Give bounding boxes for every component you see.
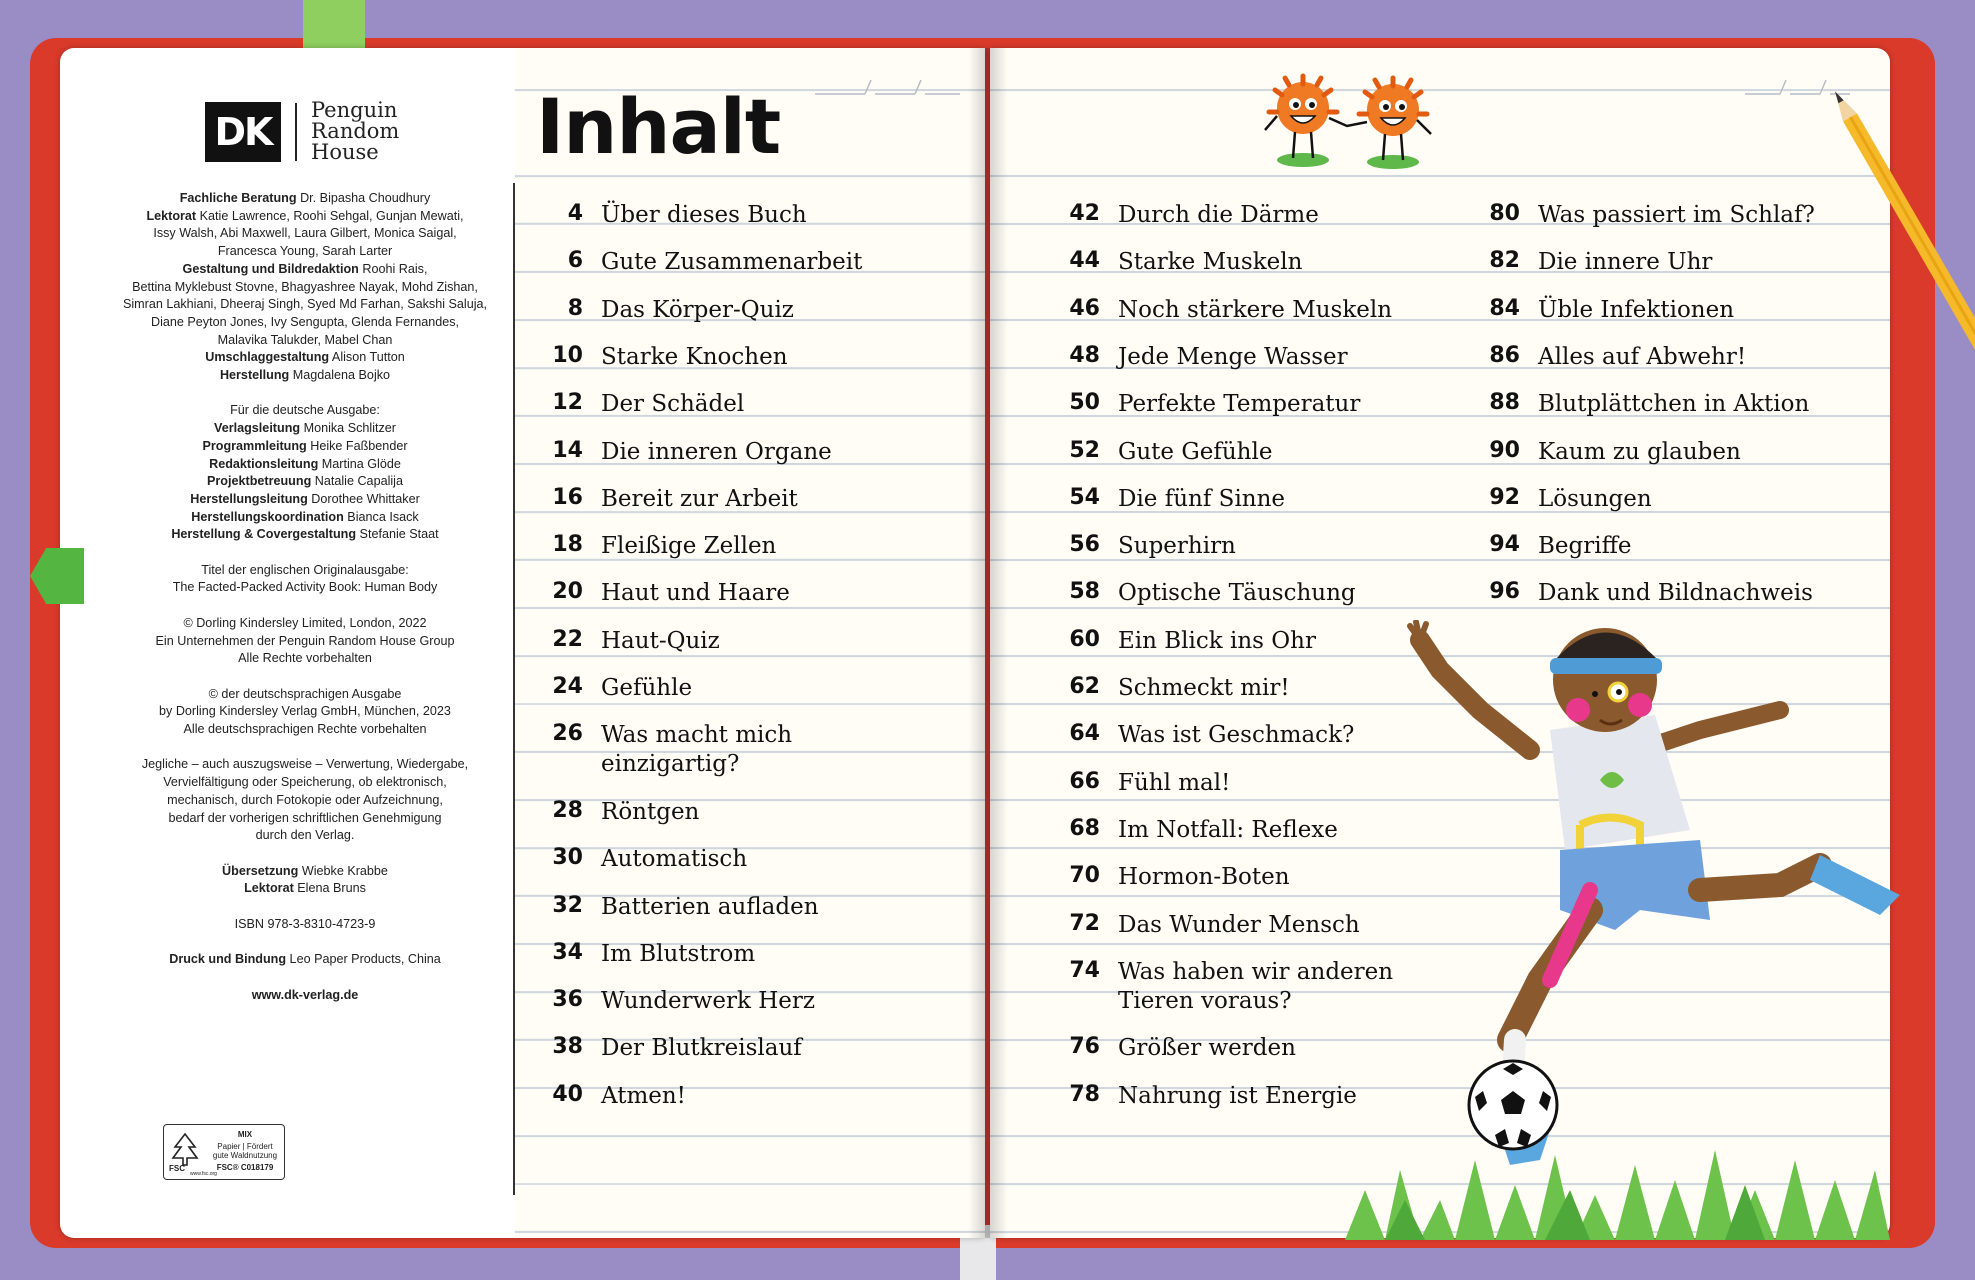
entry-title: Größer werden <box>1118 1035 1296 1062</box>
entry-title: Was ist Geschmack? <box>1118 722 1355 749</box>
toc-entry[interactable] <box>1062 390 1360 419</box>
page-number: 20 <box>552 579 583 605</box>
toc-entry[interactable] <box>545 390 744 419</box>
toc-entry[interactable] <box>545 674 692 703</box>
toc-entry[interactable] <box>545 579 790 608</box>
toc-entry[interactable] <box>1062 816 1338 845</box>
entry-title: Begriffe <box>1538 533 1632 560</box>
page-number: 6 <box>567 248 583 274</box>
entry-title: Starke Muskeln <box>1118 249 1303 276</box>
page-number: 48 <box>1069 342 1100 368</box>
entry-title: Im Notfall: Reflexe <box>1118 816 1338 843</box>
toc-entry[interactable] <box>1062 958 1393 1016</box>
toc-entry[interactable] <box>1482 296 1734 325</box>
credit-line: Ein Unternehmen der Penguin Random House Group <box>155 633 455 648</box>
toc-entry[interactable] <box>545 893 819 922</box>
page-title: Inhalt <box>536 82 781 171</box>
toc-entry[interactable] <box>1062 674 1290 703</box>
germ-characters-illustration <box>1255 68 1455 173</box>
toc-entry[interactable] <box>1062 343 1348 372</box>
credit-line: Jegliche – auch auszugsweise – Verwertung, Wiedergabe, <box>141 757 469 772</box>
toc-entry[interactable] <box>1482 390 1809 419</box>
entry-title: Schmeckt mir! <box>1118 675 1290 701</box>
page-number: 66 <box>1069 768 1100 794</box>
entry-title: Batterien aufladen <box>601 893 819 920</box>
header-lines-left <box>815 78 965 98</box>
toc-entry[interactable] <box>545 201 807 230</box>
credit-line: Übersetzung Wiebke Krabbe <box>222 863 388 878</box>
credit-line: Herstellung Magdalena Bojko <box>219 368 391 383</box>
entry-title: Blutplättchen in Aktion <box>1538 391 1810 418</box>
entry-title: Gute Gefühle <box>1118 438 1273 465</box>
toc-entry[interactable] <box>1482 201 1815 230</box>
entry-title: Atmen! <box>601 1082 686 1109</box>
credit-line: Druck und Bindung Leo Paper Products, China <box>169 952 441 967</box>
credit-line: Für die deutsche Ausgabe: <box>230 403 380 418</box>
page-number: 50 <box>1069 390 1100 416</box>
credit-line: ISBN 978-3-8310-4723-9 <box>234 916 376 931</box>
toc-entry[interactable] <box>545 1082 686 1111</box>
credit-line: The Facted-Packed Activity Book: Human Body <box>172 580 438 595</box>
toc-entry[interactable] <box>1062 532 1236 561</box>
toc-entry[interactable] <box>545 845 747 874</box>
page-number: 68 <box>1069 815 1100 841</box>
credit-line: Malavika Talukder, Mabel Chan <box>217 332 393 347</box>
credit-line: www.dk-verlag.de <box>251 987 359 1002</box>
credit-line: Francesca Young, Sarah Larter <box>217 244 393 259</box>
entry-title: Wunderwerk Herz <box>601 988 815 1015</box>
credit-line: Verlagsleitung Monika Schlitzer <box>214 421 396 436</box>
page-number: 60 <box>1069 626 1100 652</box>
entry-title: Der Blutkreislauf <box>601 1035 802 1062</box>
credit-line: Herstellung & Covergestaltung Stefanie Staat <box>171 527 439 542</box>
page-number: 28 <box>552 797 583 823</box>
page-number: 46 <box>1069 295 1100 321</box>
toc-entry[interactable] <box>1062 201 1319 230</box>
book-gutter <box>968 48 1008 1238</box>
page-number: 18 <box>552 532 583 558</box>
entry-title: Das Wunder Mensch <box>1118 911 1360 938</box>
prh-logo: Penguin Random House <box>311 98 400 164</box>
page-number: 36 <box>552 987 583 1013</box>
entry-title: Dank und Bildnachweis <box>1538 580 1813 607</box>
toc-entry[interactable] <box>1062 863 1290 892</box>
page-number: 56 <box>1069 532 1100 558</box>
entry-title: Röntgen <box>601 798 700 825</box>
page-number: 64 <box>1069 721 1100 747</box>
page-number: 42 <box>1069 201 1100 226</box>
toc-entry[interactable] <box>1062 721 1354 750</box>
credit-line: Alle Rechte vorbehalten <box>238 651 372 666</box>
entry-title: Durch die Därme <box>1118 202 1319 228</box>
page-number: 34 <box>552 939 583 965</box>
toc-entry[interactable] <box>1062 1082 1357 1111</box>
toc-entry[interactable] <box>545 987 815 1016</box>
credit-line: by Dorling Kindersley Verlag GmbH, München, 2023 <box>159 704 451 719</box>
page-number: 94 <box>1489 532 1520 558</box>
toc-entry[interactable] <box>545 296 794 325</box>
imprint-credits <box>110 190 500 1004</box>
credit-line: Alle deutschsprachigen Rechte vorbehalten <box>183 722 427 737</box>
page-number: 70 <box>1069 863 1100 889</box>
entry-title: Die inneren Organe <box>601 438 832 465</box>
page-number: 84 <box>1489 295 1520 321</box>
entry-title: Noch stärkere Muskeln <box>1118 296 1393 323</box>
toc-entry[interactable] <box>545 532 776 561</box>
credit-line: Simran Lakhiani, Dheeraj Singh, Syed Md Farhan, Sakshi Saluja, <box>122 297 487 312</box>
page-number: 4 <box>567 201 583 226</box>
entry-title: Üble Infektionen <box>1538 296 1735 323</box>
toc-entry[interactable] <box>545 798 699 827</box>
toc-entry[interactable] <box>545 343 788 372</box>
credit-line: Diane Peyton Jones, Ivy Sengupta, Glenda Fernandes, <box>150 314 460 329</box>
toc-entry[interactable] <box>1062 769 1230 798</box>
page-number: 22 <box>552 626 583 652</box>
page-number: 30 <box>552 845 583 871</box>
page-number: 38 <box>552 1034 583 1060</box>
page-number: 14 <box>552 437 583 463</box>
entry-title: Über dieses Buch <box>601 202 807 228</box>
entry-title: Die innere Uhr <box>1538 249 1713 276</box>
toc-entry[interactable] <box>1062 579 1356 608</box>
credit-line: Lektorat Katie Lawrence, Roohi Sehgal, Gunjan Mewati, <box>146 208 464 223</box>
page-number: 74 <box>1069 957 1100 983</box>
entry-title: Automatisch <box>601 846 748 873</box>
entry-title: Fühl mal! <box>1118 769 1231 796</box>
entry-title: Was haben wir anderen Tieren voraus? <box>1118 958 1394 1014</box>
page-number: 12 <box>552 390 583 416</box>
credit-line: bedarf der vorherigen schriftlichen Genehmigung <box>168 810 442 825</box>
page-number: 78 <box>1069 1081 1100 1107</box>
toc-entry[interactable] <box>1482 579 1813 608</box>
entry-title: Haut-Quiz <box>601 627 720 654</box>
page-number: 24 <box>552 674 583 699</box>
page-number: 82 <box>1489 248 1520 274</box>
credit-line: Programmleitung Heike Faßbender <box>202 438 408 453</box>
toc-entry[interactable] <box>1062 438 1272 467</box>
page-number: 8 <box>567 295 583 321</box>
entry-title: Was passiert im Schlaf? <box>1538 202 1815 228</box>
page-number: 40 <box>552 1081 583 1107</box>
entry-title: Nahrung ist Energie <box>1118 1082 1357 1109</box>
page-number: 90 <box>1489 437 1520 463</box>
toc-entry[interactable] <box>1062 485 1285 514</box>
entry-title: Kaum zu glauben <box>1538 438 1741 465</box>
page-number: 44 <box>1069 248 1100 274</box>
toc-entry[interactable] <box>1482 438 1741 467</box>
toc-entry[interactable] <box>1062 296 1392 325</box>
page-number: 32 <box>552 892 583 918</box>
page-number: 72 <box>1069 910 1100 936</box>
page-number: 54 <box>1069 484 1100 510</box>
toc-entry[interactable] <box>1062 627 1316 656</box>
entry-title: Haut und Haare <box>601 580 790 607</box>
page-number: 96 <box>1489 579 1520 605</box>
entry-title: Lösungen <box>1538 485 1652 512</box>
entry-title: Gute Zusammenarbeit <box>601 249 863 276</box>
entry-title: Was macht mich einzigartig? <box>601 722 793 778</box>
toc-entry[interactable] <box>545 627 720 656</box>
entry-title: Im Blutstrom <box>601 940 756 967</box>
entry-title: Starke Knochen <box>601 343 788 370</box>
page-number: 88 <box>1489 390 1520 416</box>
toc-entry[interactable] <box>545 940 755 969</box>
dk-logo: DK <box>205 102 281 162</box>
toc-entry[interactable] <box>1482 248 1712 277</box>
toc-entry[interactable] <box>1482 343 1746 372</box>
page-number: 92 <box>1489 484 1520 510</box>
toc-entry[interactable] <box>1062 911 1360 940</box>
credit-line: Issy Walsh, Abi Maxwell, Laura Gilbert, Monica Saigal, <box>153 226 457 241</box>
credit-line: © Dorling Kindersley Limited, London, 2022 <box>183 615 427 630</box>
page-number: 10 <box>552 342 583 368</box>
credit-line: Titel der englischen Originalausgabe: <box>201 562 409 577</box>
credit-line: Umschlaggestaltung Alison Tutton <box>205 350 405 365</box>
credit-line: Redaktionsleitung Martina Glöde <box>209 456 401 471</box>
page-number: 62 <box>1069 674 1100 699</box>
credit-line: Lektorat Elena Bruns <box>244 881 366 896</box>
credit-line: Fachliche Beratung Dr. Bipasha Choudhury <box>179 191 431 205</box>
publisher-logo <box>205 100 399 163</box>
toc-entry[interactable] <box>545 248 862 277</box>
page-number: 26 <box>552 721 583 747</box>
page-number: 52 <box>1069 437 1100 463</box>
toc-entry[interactable] <box>545 1034 802 1063</box>
page-number: 76 <box>1069 1034 1100 1060</box>
entry-title: Gefühle <box>601 675 693 701</box>
page-number: 16 <box>552 484 583 510</box>
entry-title: Hormon-Boten <box>1118 864 1290 891</box>
grass-illustration <box>1345 1130 1890 1240</box>
page-number: 80 <box>1489 201 1520 226</box>
credit-line: Herstellungsleitung Dorothee Whittaker <box>190 491 420 506</box>
pencil-illustration <box>1820 80 1975 400</box>
page-number: 86 <box>1489 342 1520 368</box>
entry-title: Die fünf Sinne <box>1118 485 1286 512</box>
toc-entry[interactable] <box>545 721 792 779</box>
toc-entry[interactable] <box>1482 532 1632 561</box>
fsc-label: MIX Papier | Fördert gute Waldnutzung FSC® C018179 FSC www.fsc.org <box>163 1124 285 1180</box>
credit-line: Projektbetreuung Natalie Capalija <box>207 474 403 489</box>
entry-title: Perfekte Temperatur <box>1118 391 1361 418</box>
entry-title: Alles auf Abwehr! <box>1538 343 1747 370</box>
toc-entry[interactable] <box>1482 485 1652 514</box>
entry-title: Optische Täuschung <box>1118 580 1356 607</box>
toc-entry[interactable] <box>545 438 832 467</box>
column-divider <box>513 183 515 1195</box>
entry-title: Der Schädel <box>601 391 745 418</box>
credit-line: Vervielfältigung oder Speicherung, ob elektronisch, <box>163 775 447 790</box>
toc-entry[interactable] <box>545 485 798 514</box>
page-number: 58 <box>1069 579 1100 605</box>
entry-title: Superhirn <box>1118 533 1236 560</box>
toc-entry[interactable] <box>1062 1034 1296 1063</box>
credit-line: Herstellungskoordination Bianca Isack <box>191 509 419 524</box>
entry-title: Bereit zur Arbeit <box>601 485 798 512</box>
credit-line: © der deutschsprachigen Ausgabe <box>208 686 402 701</box>
entry-title: Ein Blick ins Ohr <box>1118 627 1316 654</box>
toc-entry[interactable] <box>1062 248 1302 277</box>
credit-line: Bettina Myklebust Stovne, Bhagyashree Nayak, Mohd Zishan, <box>132 279 478 294</box>
entry-title: Jede Menge Wasser <box>1118 343 1348 370</box>
entry-title: Fleißige Zellen <box>601 533 777 560</box>
credit-line: Gestaltung und Bildredaktion Roohi Rais, <box>182 261 428 276</box>
entry-title: Das Körper-Quiz <box>601 296 794 323</box>
credit-line: mechanisch, durch Fotokopie oder Aufzeichnung, <box>167 792 443 807</box>
credit-line: durch den Verlag. <box>255 828 355 843</box>
